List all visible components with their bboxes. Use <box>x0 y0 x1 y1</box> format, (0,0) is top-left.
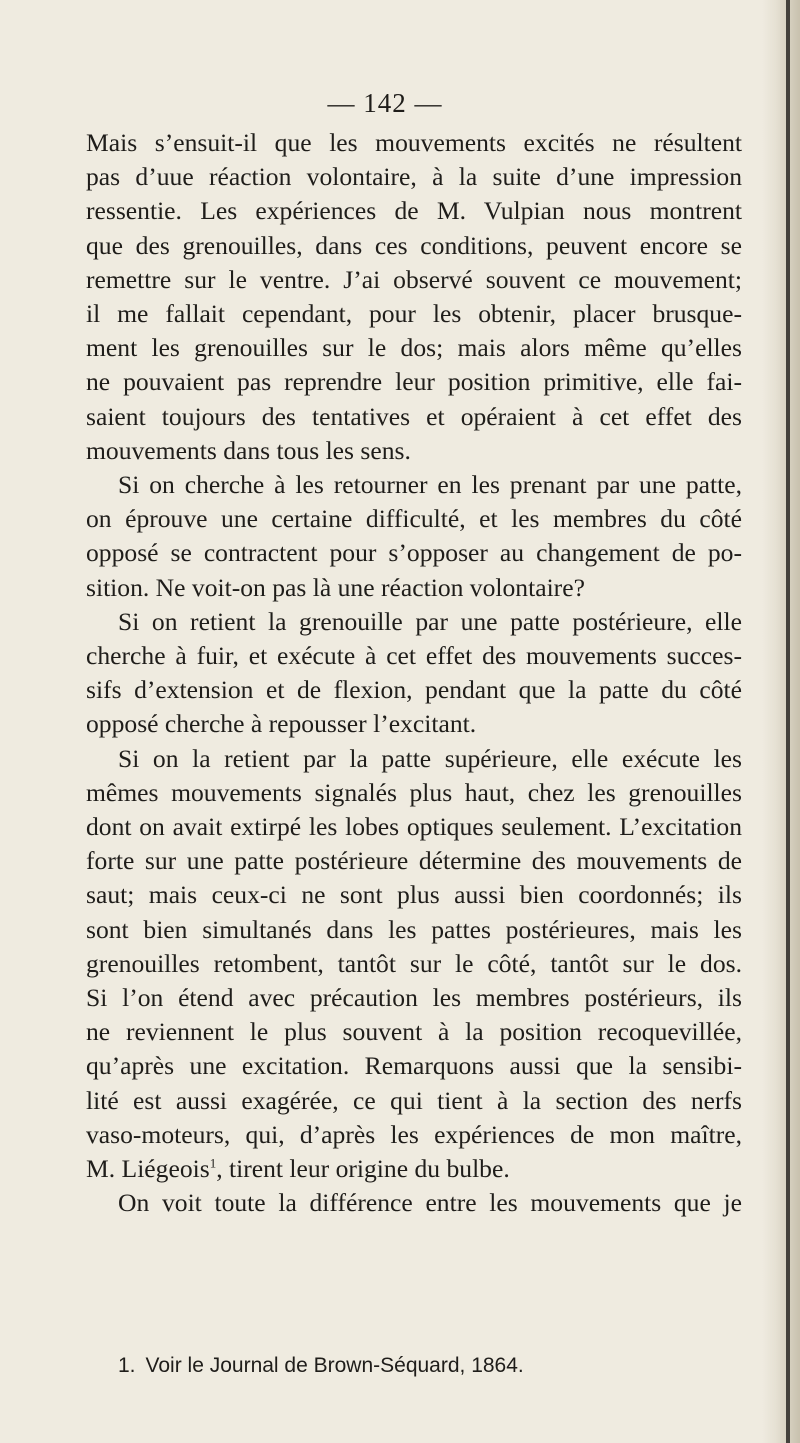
text-line: lité est aussi exagérée, ce qui tient à la section des nerfs <box>86 1085 742 1115</box>
text-fragment: M. Liégeois <box>86 1154 210 1184</box>
text-line: pas d’uue réaction volontaire, à la suite d’une impression <box>86 162 742 192</box>
text-line: ne reviennent le plus souvent à la position recoquevillée, <box>86 1017 742 1047</box>
text-line: on éprouve une certaine difficulté, et les membres du côté <box>86 504 742 534</box>
page-binding-edge <box>786 0 790 1443</box>
text-line: opposé cherche à repousser l’excitant. <box>86 709 477 739</box>
text-line: vaso-moteurs, qui, d’après les expériences de mon maître, <box>86 1119 742 1149</box>
text-line: il me fallait cependant, pour les obtenir, placer brusque- <box>86 299 742 329</box>
text-line-with-footnote <box>86 1152 742 1186</box>
text-fragment: , tirent leur origine du bulbe. <box>216 1154 510 1184</box>
text-line: Si on cherche à les retourner en les prenant par une patte, <box>118 470 742 500</box>
text-line: sifs d’extension et de flexion, pendant que la patte du côté <box>86 675 742 705</box>
text-line: forte sur une patte postérieure détermine des mouvements de <box>86 846 742 876</box>
text-line: qu’après une excitation. Remarquons aussi que la sensibi- <box>86 1051 742 1081</box>
text-line: grenouilles retombent, tantôt sur le côté, tantôt sur le dos. <box>86 948 742 978</box>
page-number: — 142 — <box>327 88 443 118</box>
text-line: dont on avait extirpé les lobes optiques seulement. L’excitation <box>86 812 742 842</box>
footnote-reference: 1 <box>209 1155 217 1171</box>
footnote-number: 1. <box>118 1354 136 1377</box>
text-line: saient toujours des tentatives et opéraient à cet effet des <box>86 401 742 431</box>
body-text <box>86 126 742 1221</box>
text-line: mêmes mouvements signalés plus haut, chez les grenouilles <box>86 777 742 807</box>
text-line: Si on la retient par la patte supérieure, elle exécute les <box>118 743 742 773</box>
text-line: saut; mais ceux-ci ne sont plus aussi bien coordonnés; ils <box>86 880 742 910</box>
footnote-text: Voir le Journal de Brown-Séquard, 1864. <box>145 1354 524 1377</box>
text-line: cherche à fuir, et exécute à cet effet des mouvements succes- <box>86 641 742 671</box>
text-line: On voit toute la différence entre les mouvements que je <box>118 1188 742 1218</box>
text-line: ment les grenouilles sur le dos; mais alors même qu’elles <box>86 333 742 363</box>
page-edge-shadow <box>762 0 800 1443</box>
text-line: mouvements dans tous les sens. <box>86 435 411 465</box>
text-line: Si l’on étend avec précaution les membres postérieurs, ils <box>86 983 742 1013</box>
text-line: sont bien simultanés dans les pattes postérieures, mais les <box>86 914 742 944</box>
text-line: que des grenouilles, dans ces conditions, peuvent encore se <box>86 230 742 260</box>
text-line: ressentie. Les expériences de M. Vulpian nous montrent <box>86 196 742 226</box>
footnote <box>118 1354 524 1378</box>
text-line: remettre sur le ventre. J’ai observé souvent ce mouvement; <box>86 264 742 294</box>
text-line: sition. Ne voit-on pas là une réaction volontaire? <box>86 572 585 602</box>
text-line: Mais s’ensuit-il que les mouvements excités ne résultent <box>86 128 742 157</box>
text-line: opposé se contractent pour s’opposer au changement de po- <box>86 538 742 568</box>
text-line: Si on retient la grenouille par une patte postérieure, elle <box>118 606 742 636</box>
text-line: ne pouvaient pas reprendre leur position primitive, elle fai- <box>86 367 742 397</box>
